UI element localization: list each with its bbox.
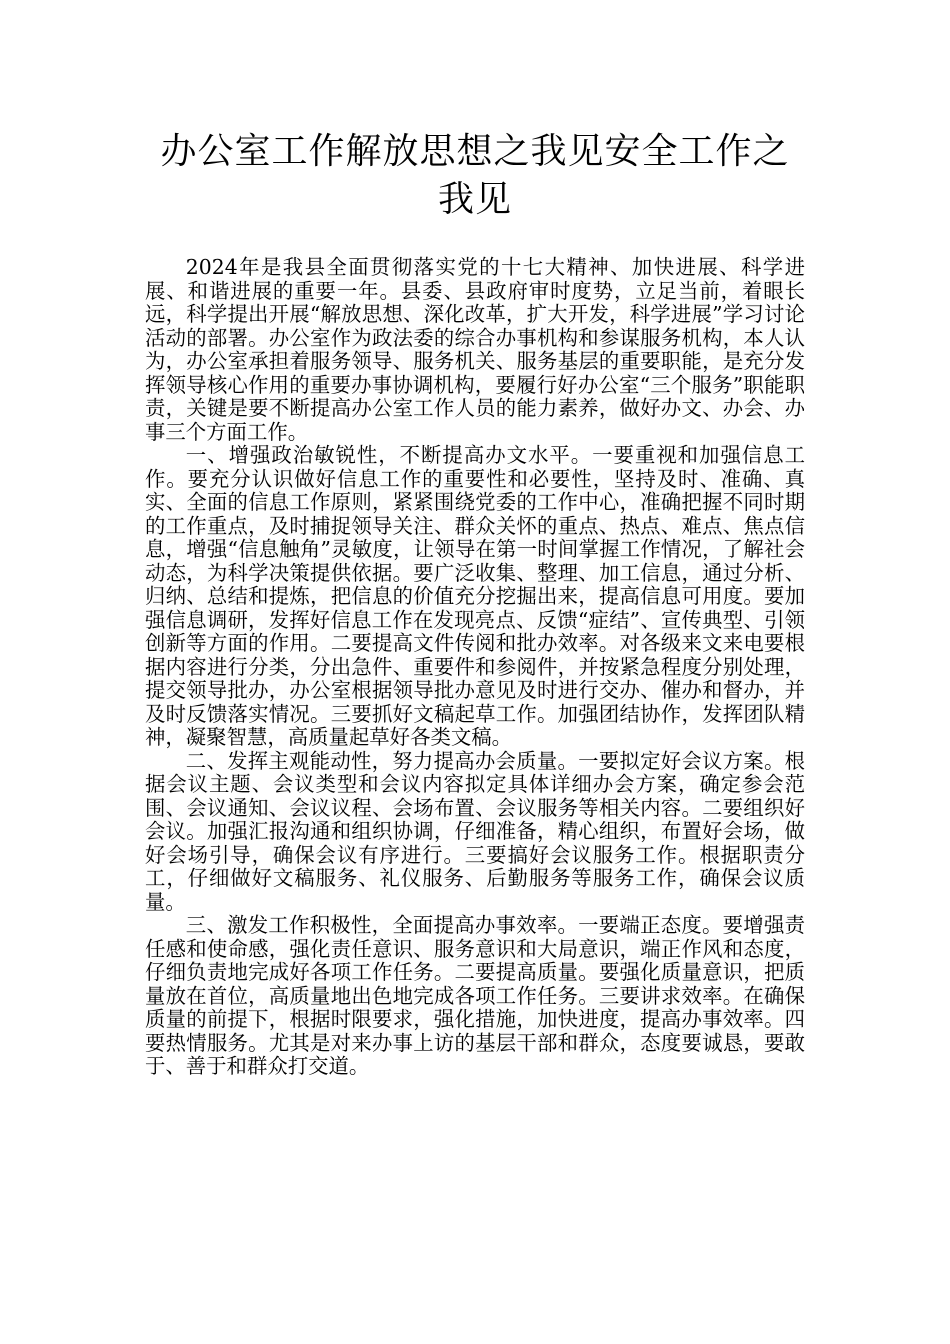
document-body [145,256,805,1079]
paragraph-intro: 2024年是我县全面贯彻落实党的十七大精神、加快进展、科学进展、和谐进展的重要一年。县委、县政府审时度势，立足当前，着眼长远，科学提出开展“解放思想、深化改革，扩大开发，科学进展”学习讨论活动的部署。办公室作为政法委的综合办事机构和参谋服务机构，本人认为，办公室承担着服务领导、服务机关、服务基层的重要职能，是充分发挥领导核心作用的重要办事协调机构，要履行好办公室“三个服务”职能职责，关键是要不断提高办公室工作人员的能力素养，做好办文、办会、办事三个方面工作。 [145,255,805,444]
paragraph-section-2: 二、发挥主观能动性，努力提高办会质量。一要拟定好会议方案。根据会议主题、会议类型和会议内容拟定具体详细办会方案，确定参会范围、会议通知、会议议程、会场布置、会议服务等相关内容。二要组织好会议。加强汇报沟通和组织协调，仔细准备，精心组织，布置好会场，做好会场引导，确保会议有序进行。三要搞好会议服务工作。根据职责分工，仔细做好文稿服务、礼仪服务、后勤服务等服务工作，确保会议质量。 [145,748,805,914]
document-page [145,0,805,1079]
document-title: 办公室工作解放思想之我见安全工作之我见 [160,131,790,220]
paragraph-section-1: 一、增强政治敏锐性，不断提高办文水平。一要重视和加强信息工作。要充分认识做好信息工作的重要性和必要性，坚持及时、准确、真实、全面的信息工作原则，紧紧围绕党委的工作中心，准确把握不同时期的工作重点，及时捕捉领导关注、群众关怀的重点、热点、难点、焦点信息，增强“信息触角”灵敏度，让领导在第一时间掌握工作情况，了解社会动态，为科学决策提供依据。要广泛收集、整理、加工信息，通过分析、归纳、总结和提炼，把信息的价值充分挖掘出来，提高信息可用度。要加强信息调研，发挥好信息工作在发现亮点、反馈“症结”、宣传典型、引领创新等方面的作用。二要提高文件传阅和批办效率。对各级来文来电要根据内容进行分类，分出急件、重要件和参阅件，并按紧急程度分别处理，提交领导批办，办公室根据领导批办意见及时进行交办、催办和督办，并及时反馈落实情况。三要抓好文稿起草工作。加强团结协作，发挥团队精神，凝聚智慧，高质量起草好各类文稿。 [145,443,805,749]
paragraph-section-3: 三、激发工作积极性，全面提高办事效率。一要端正态度。要增强责任感和使命感，强化责任意识、服务意识和大局意识，端正作风和态度，仔细负责地完成好各项工作任务。二要提高质量。要强化质量意识，把质量放在首位，高质量地出色地完成各项工作任务。三要讲求效率。在确保质量的前提下，根据时限要求，强化措施，加快进度，提高办事效率。四要热情服务。尤其是对来办事上访的基层干部和群众，态度要诚恳，要敢于、善于和群众打交道。 [145,913,805,1078]
